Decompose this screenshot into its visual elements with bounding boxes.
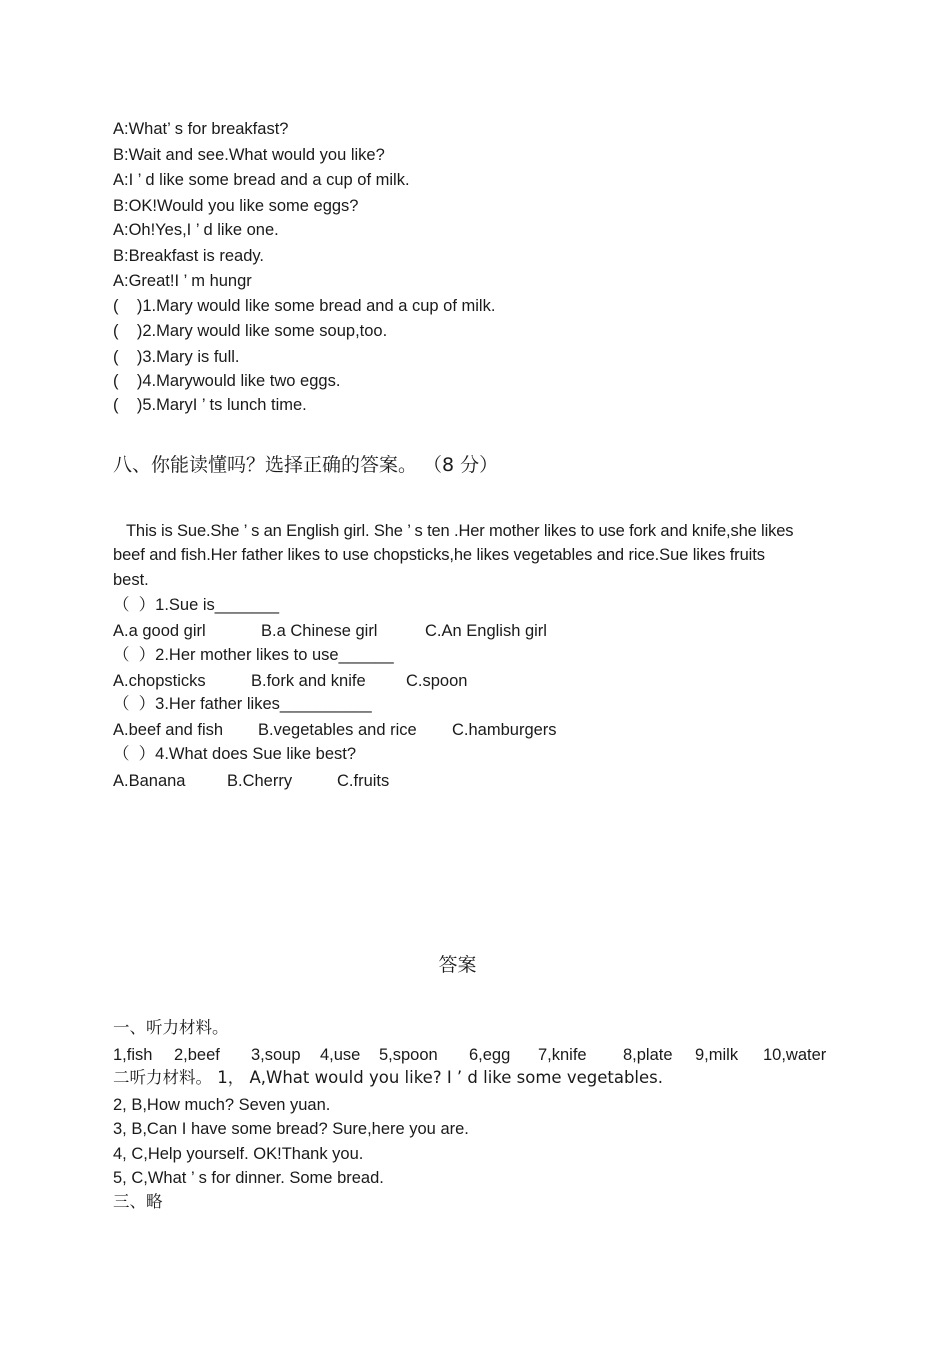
answers-part2-line: 二听力材料。 1， A,What would you like? I ’ d like some vegetables.	[113, 1068, 664, 1087]
option: B.Cherry	[227, 772, 293, 790]
question: （ ）2.Her mother likes to use______	[113, 646, 394, 664]
dialogue-line: B:Breakfast is ready.	[113, 247, 265, 265]
question: （ ）3.Her father likes__________	[113, 695, 372, 713]
answer-item: 8,plate	[623, 1046, 673, 1064]
answer-item: 10,water	[763, 1046, 827, 1064]
answer-item: 3,soup	[251, 1046, 301, 1064]
dialogue-line: A:What’ s for breakfast?	[113, 120, 289, 138]
option-row	[113, 720, 557, 740]
option: B.vegetables and rice	[258, 721, 417, 739]
option: C.An English girl	[425, 622, 547, 640]
answer-item: 1,fish	[113, 1046, 153, 1064]
passage-line: beef and fish.Her father likes to use chopsticks,he likes vegetables and rice.Sue likes fruits	[113, 546, 765, 564]
dialogue-line: A:Great!I ’ m hungr	[113, 272, 252, 290]
option-row	[113, 771, 389, 791]
option: C.fruits	[337, 772, 390, 790]
option: A.Banana	[113, 772, 186, 790]
passage-line: best.	[113, 571, 149, 589]
answers-title: 答案	[438, 954, 477, 976]
answers-part3: 三、略	[113, 1192, 163, 1211]
answers-part1-items	[113, 1045, 826, 1065]
dialogue-line: A:Oh!Yes,I ’ d like one.	[113, 221, 279, 239]
tf-statement: ( )1.Mary would like some bread and a cup of milk.	[113, 297, 496, 315]
option: B.a Chinese girl	[261, 622, 378, 640]
answer-item: 9,milk	[695, 1046, 739, 1064]
option: A.chopsticks	[113, 672, 206, 690]
answer-item: 6,egg	[469, 1046, 511, 1064]
option: C.spoon	[406, 672, 468, 690]
answer-item: 7,knife	[538, 1046, 587, 1064]
answers-part2-line: 2, B,How much? Seven yuan.	[113, 1096, 331, 1114]
dialogue-line: A:I ’ d like some bread and a cup of milk.	[113, 171, 410, 189]
answers-part1-title: 一、听力材料。	[113, 1018, 229, 1037]
tf-statement: ( )4.Marywould like two eggs.	[113, 372, 341, 390]
section-heading: 八、你能读懂吗？选择正确的答案。 （8 分）	[113, 454, 499, 476]
option: C.hamburgers	[452, 721, 557, 739]
option-row	[113, 671, 467, 691]
option: B.fork and knife	[251, 672, 366, 690]
tf-statement: ( )2.Mary would like some soup,too.	[113, 322, 388, 340]
tf-statement: ( )3.Mary is full.	[113, 348, 240, 366]
answers-part2-line: 5, C,What ’ s for dinner. Some bread.	[113, 1169, 384, 1187]
dialogue-line: B:OK!Would you like some eggs?	[113, 197, 359, 215]
question: （ ）4.What does Sue like best?	[113, 745, 357, 763]
passage-line: This is Sue.She ’ s an English girl. She ’ s ten .Her mother likes to use fork and knife,she likes	[113, 522, 794, 540]
answers-part2-line: 4, C,Help yourself. OK!Thank you.	[113, 1145, 364, 1163]
question: （ ）1.Sue is_______	[113, 596, 280, 614]
option: A.beef and fish	[113, 721, 224, 739]
tf-statement: ( )5.MaryI ’ ts lunch time.	[113, 396, 307, 414]
answer-item: 4,use	[320, 1046, 361, 1064]
answer-item: 5,spoon	[379, 1046, 438, 1064]
answers-part2-line: 3, B,Can I have some bread? Sure,here you are.	[113, 1120, 469, 1138]
answer-item: 2,beef	[174, 1046, 220, 1064]
option: A.a good girl	[113, 622, 206, 640]
option-row	[113, 621, 547, 641]
dialogue-line: B:Wait and see.What would you like?	[113, 146, 385, 164]
